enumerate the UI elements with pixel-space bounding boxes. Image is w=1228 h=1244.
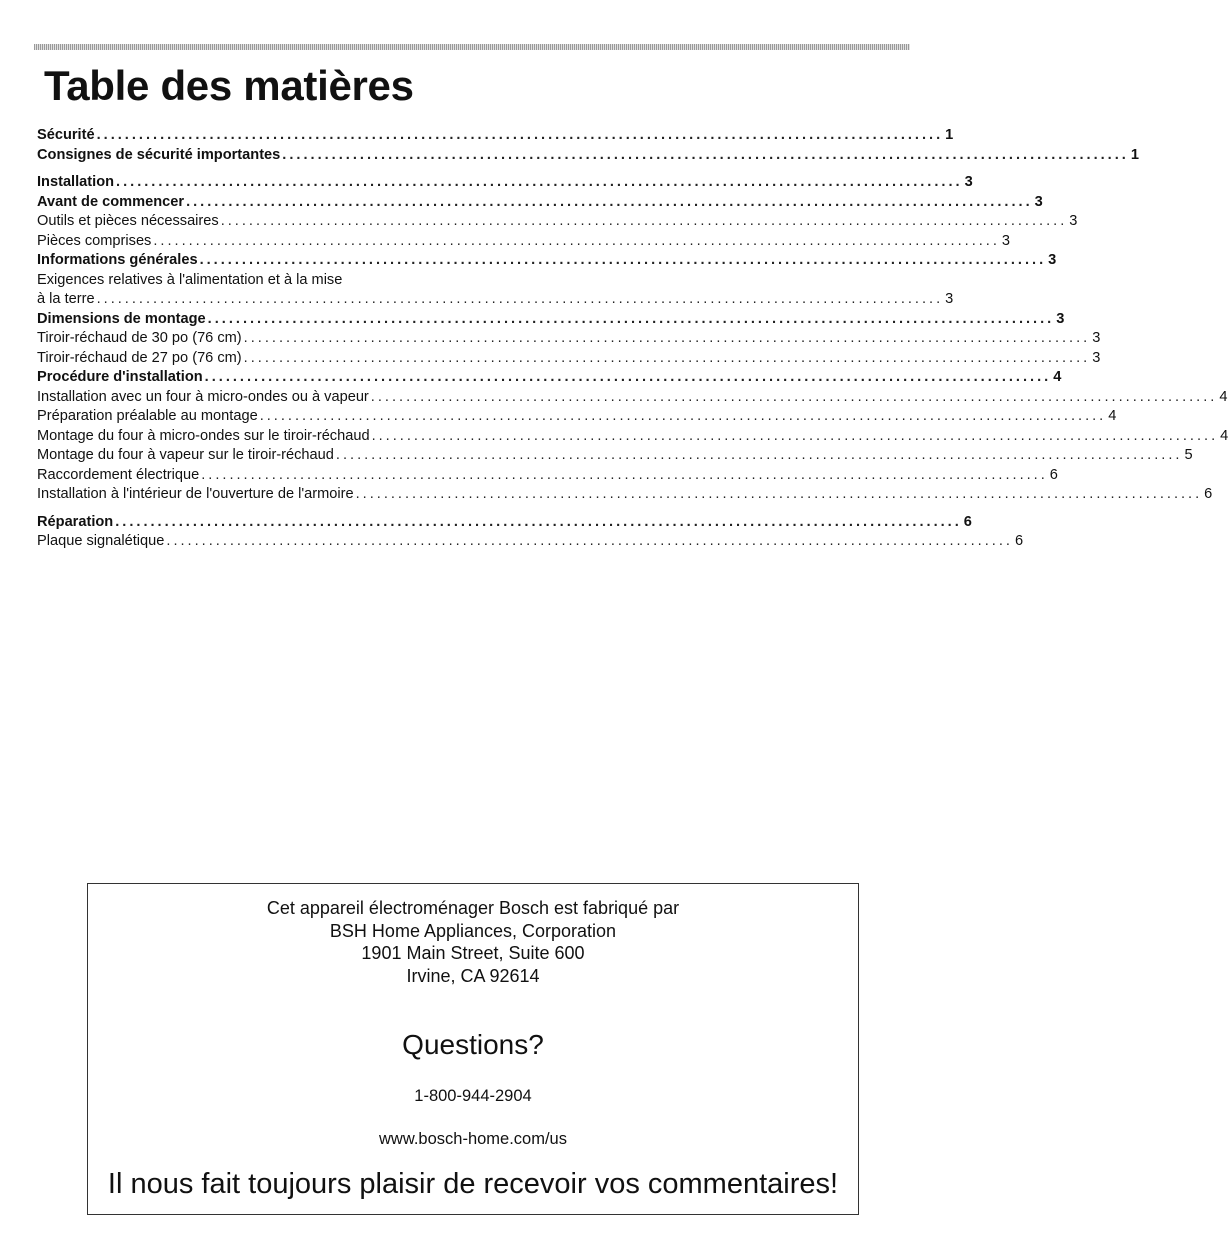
- toc-entry-page: 6: [1204, 486, 1213, 502]
- toc-entry-label: Exigences relatives à l'alimentation et à la mise: [37, 271, 343, 288]
- toc-entry-page: 1: [1130, 146, 1139, 163]
- toc-leader-dots: ........................................................................................................................: [371, 427, 1219, 444]
- manufacturer-line: Cet appareil électroménager Bosch est fabriqué par: [266, 898, 680, 918]
- toc-leader-dots: ........................................................................................................................: [186, 193, 1033, 210]
- manufacturer-address: [88, 897, 858, 987]
- toc-leader-dots: ........................................................................................................................: [259, 408, 1107, 424]
- toc-entry-page: 6: [1014, 533, 1024, 549]
- toc-entry[interactable]: [37, 329, 1101, 349]
- toc-entry-page: 3: [1056, 310, 1065, 327]
- toc-leader-dots: ........................................................................................................................: [96, 127, 944, 143]
- toc-leader-dots: ........................................................................................................................: [116, 174, 963, 190]
- toc-entry-label: Installation: [37, 174, 115, 190]
- feedback-message: Il nous fait toujours plaisir de recevoir vos commentaires!: [107, 1168, 839, 1200]
- street-address: 1901 Main Street, Suite 600: [361, 943, 585, 963]
- toc-entry-page: 3: [1001, 232, 1011, 249]
- toc-entry[interactable]: [37, 173, 973, 193]
- toc-leader-dots: ........................................................................................................................: [243, 330, 1091, 346]
- toc-entry[interactable]: [37, 532, 1024, 552]
- toc-entry-page: 4: [1219, 388, 1228, 405]
- toc-entry-label: Préparation préalable au montage: [37, 408, 258, 424]
- toc-entry-label: Avant de commencer: [37, 193, 185, 210]
- toc-entry-label: Outils et pièces nécessaires: [37, 213, 219, 229]
- toc-entry-page: 6: [1049, 466, 1058, 483]
- toc-entry-label: Tiroir-réchaud de 27 po (76 cm): [37, 349, 242, 366]
- toc-entry[interactable]: [37, 251, 1057, 271]
- toc-entry-page: 3: [1069, 213, 1078, 229]
- top-divider: [34, 44, 910, 50]
- toc-entry[interactable]: [37, 349, 1101, 369]
- toc-entry-label: Consignes de sécurité importantes: [37, 146, 281, 163]
- page-title: Table des matières: [44, 62, 414, 109]
- toc-entry-label: Installation à l'intérieur de l'ouverture de l'armoire: [37, 486, 354, 502]
- questions-heading: Questions?: [402, 1029, 544, 1060]
- toc-entry-label: Installation avec un four à micro-ondes ou à vapeur: [37, 388, 369, 405]
- toc-entry-page: 3: [1048, 252, 1057, 268]
- toc-entry-label: Raccordement électrique: [37, 466, 200, 483]
- toc-entry-page: 4: [1053, 369, 1062, 385]
- toc-leader-dots: ........................................................................................................................: [207, 310, 1055, 327]
- toc-entry[interactable]: [37, 232, 1011, 252]
- website-link[interactable]: www.bosch-home.com/us: [379, 1130, 567, 1148]
- toc-entry-label: Montage du four à micro-ondes sur le tiroir-réchaud: [37, 427, 370, 444]
- toc-leader-dots: ........................................................................................................................: [370, 388, 1218, 405]
- toc-entry-page: 3: [964, 174, 973, 190]
- toc-entry[interactable]: [37, 193, 1043, 213]
- toc-entry-page: 5: [1184, 447, 1193, 463]
- toc-leader-dots: ........................................................................................................................: [355, 486, 1203, 502]
- table-of-contents: [37, 126, 1228, 552]
- toc-entry-label: Sécurité: [37, 127, 95, 143]
- city-address: Irvine, CA 92614: [406, 965, 540, 986]
- toc-entry[interactable]: [37, 485, 1213, 505]
- toc-leader-dots: ........................................................................................................................: [335, 447, 1183, 463]
- toc-entry[interactable]: [37, 212, 1078, 232]
- toc-leader-dots: ........................................................................................................................: [166, 533, 1013, 549]
- toc-leader-dots: ........................................................................................................................: [220, 213, 1068, 229]
- toc-entry-label: Informations générales: [37, 252, 198, 268]
- toc-entry[interactable]: [37, 388, 1228, 408]
- toc-entry[interactable]: [37, 513, 972, 533]
- toc-entry-label: Montage du four à vapeur sur le tiroir-réchaud: [37, 447, 334, 463]
- toc-entry-label: Procédure d'installation: [37, 369, 203, 385]
- toc-entry-label: Pièces comprises: [37, 232, 152, 249]
- toc-entry[interactable]: [37, 427, 1228, 447]
- toc-entry-page: 6: [963, 513, 972, 530]
- company-name: BSH Home Appliances, Corporation: [329, 920, 617, 941]
- toc-entry-label: Plaque signalétique: [37, 533, 165, 549]
- toc-entry-label: Réparation: [37, 513, 114, 530]
- toc-entry[interactable]: [37, 146, 1139, 166]
- toc-entry-page: 4: [1108, 408, 1117, 424]
- toc-entry[interactable]: [37, 290, 954, 310]
- toc-leader-dots: ........................................................................................................................: [153, 232, 1000, 249]
- toc-entry-label: à la terre: [37, 291, 95, 307]
- phone-number: 1-800-944-2904: [414, 1087, 532, 1105]
- toc-leader-dots: ........................................................................................................................: [201, 466, 1048, 483]
- toc-entry[interactable]: [37, 310, 1065, 330]
- toc-leader-dots: ........................................................................................................................: [204, 369, 1052, 385]
- toc-entry-page: 3: [1034, 193, 1043, 210]
- toc-entry-page: 1: [945, 127, 954, 143]
- toc-entry[interactable]: [37, 126, 954, 146]
- toc-leader-dots: ........................................................................................................................: [96, 291, 944, 307]
- toc-entry-label: Tiroir-réchaud de 30 po (76 cm): [37, 330, 242, 346]
- toc-entry-label: Dimensions de montage: [37, 310, 206, 327]
- toc-entry[interactable]: [37, 368, 1062, 388]
- toc-leader-dots: ........................................................................................................................: [243, 349, 1091, 366]
- toc-leader-dots: ........................................................................................................................: [115, 513, 962, 530]
- toc-leader-dots: ........................................................................................................................: [282, 146, 1129, 163]
- toc-entry-page: 3: [1092, 330, 1101, 346]
- toc-leader-dots: ........................................................................................................................: [199, 252, 1047, 268]
- toc-entry[interactable]: [37, 446, 1193, 466]
- toc-entry-page: 3: [945, 291, 954, 307]
- toc-entry-page: 3: [1092, 349, 1101, 366]
- toc-entry[interactable]: [37, 466, 1058, 486]
- toc-entry[interactable]: [37, 407, 1117, 427]
- toc-entry[interactable]: [37, 271, 445, 291]
- toc-entry-page: 4: [1220, 427, 1228, 444]
- contact-info-box: [87, 883, 859, 1215]
